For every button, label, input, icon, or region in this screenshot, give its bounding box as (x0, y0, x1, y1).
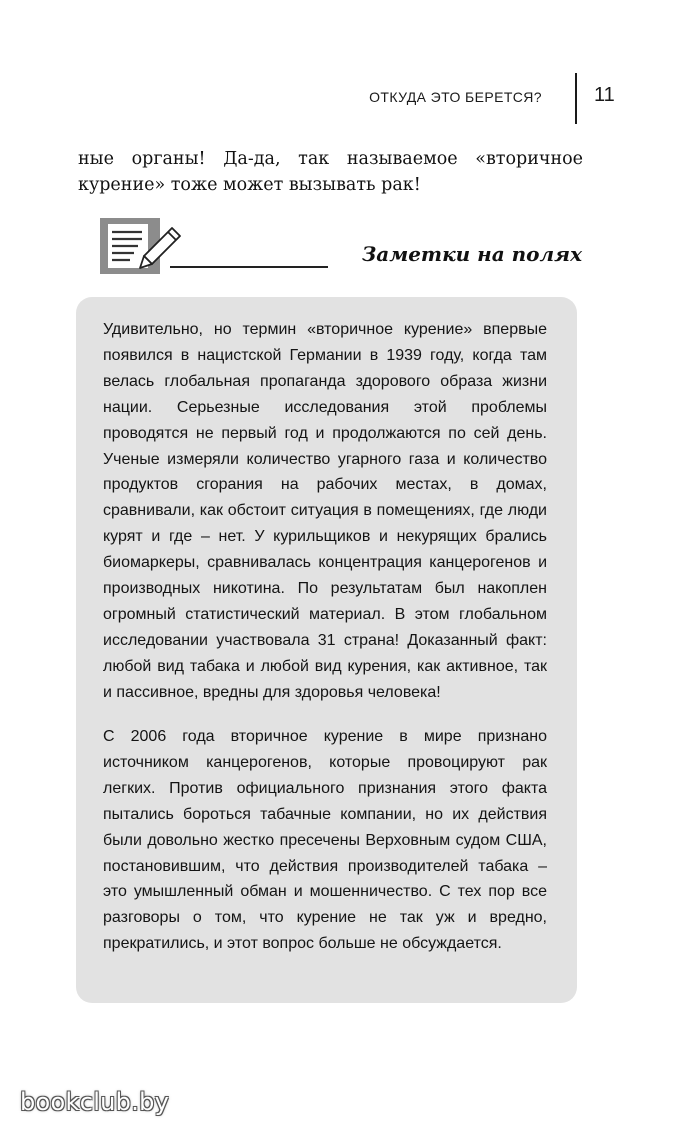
notes-heading-rule (170, 266, 328, 268)
header-divider (575, 73, 577, 124)
page-number: 11 (594, 84, 615, 106)
notes-paragraph-1: Удивительно, но термин «вторичное курение» впервые появился в нацистской Германии в 1939 году, когда там велась глобальная пропаганда здорового образа жизни нации. Серьезные исследования этой проблемы проводятся не первый год и продолжаются по сей день. Ученые измеряли количество угарного газа и количество продуктов сгорания на рабочих местах, в домах, сравнивали, как обстоит ситуация в помещениях, где люди курят и где – нет. У курильщиков и некурящих брались биомаркеры, сравнивалась концентрация канцерогенов и производных никотина. По результатам был накоплен огромный статистический материал. В этом глобальном исследовании участвовала 31 страна! Доказанный факт: любой вид табака и любой вид курения, как активное, так и пассивное, вредны для здоровья человека! (103, 321, 547, 701)
notes-title: Заметки на полях (361, 242, 582, 266)
running-title: ОТКУДА ЭТО БЕРЕТСЯ? (369, 89, 542, 105)
watermark: bookclub.by (20, 1088, 170, 1116)
intro-paragraph: ные органы! Да-да, так называемое «вторичное курение» тоже может вызывать рак! (78, 149, 583, 195)
notes-paragraph-2: С 2006 года вторичное курение в мире признано источником канцерогенов, которые провоцируют рак легких. Против официального признания этого факта пытались бороться табачные компании, но их действия были довольно жестко пресечены Верховным судом США, постановившим, что действия производителей табака – это умышленный обман и мошенничество. С тех пор все разговоры о том, что курение не так уж и вредно, прекратились, и этот вопрос больше не обсуждается. (103, 728, 547, 953)
